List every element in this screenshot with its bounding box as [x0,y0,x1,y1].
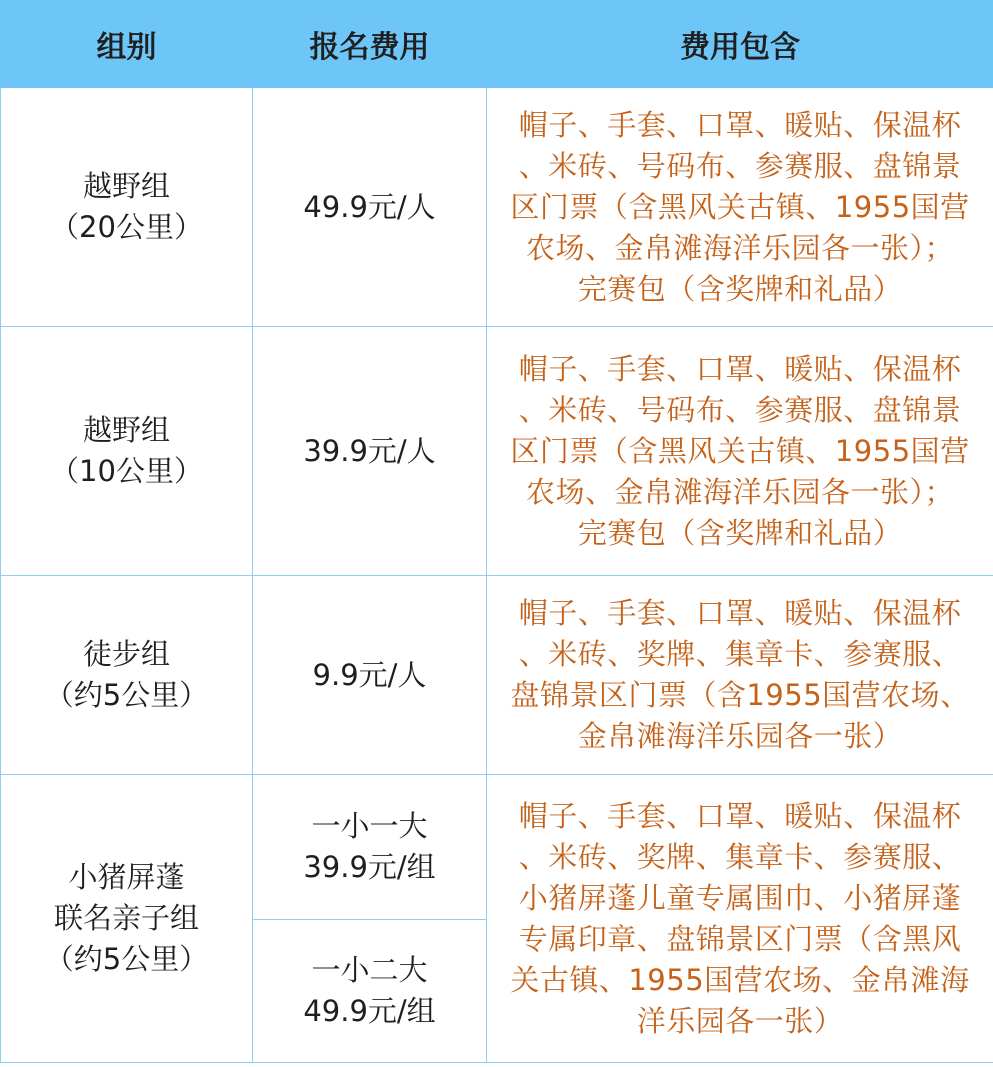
includes-line: 帽子、手套、口罩、暖贴、保温杯 [518,107,962,142]
group-distance: （约5公里） [44,942,209,976]
includes-line: 、米砖、号码布、参赛服、盘锦景 [518,392,962,427]
includes-line: 金帛滩海洋乐园各一张） [577,719,903,753]
includes-line: 小猪屏蓬儿童专属围巾、小猪屏蓬 [518,880,962,915]
includes-line: 帽子、手套、口罩、暖贴、保温杯 [518,798,962,833]
includes-line: 、米砖、号码布、参赛服、盘锦景 [518,148,962,183]
price-cell: 9.9元/人 [253,576,487,775]
includes-line: 关古镇、1955国营农场、金帛滩海 [510,962,970,997]
price-cell: 49.9元/人 [253,88,487,327]
group-cell [1,775,253,1063]
price-cell: 39.9元/人 [253,327,487,576]
includes-line: 专属印章、盘锦景区门票（含黑风 [518,921,962,956]
includes-line: 农场、金帛滩海洋乐园各一张）； [525,474,954,509]
group-cell [1,576,253,775]
header-fee: 报名费用 [253,1,487,88]
table-header-row [1,1,993,88]
includes-line: 完赛包（含奖牌和礼品） [577,271,903,306]
includes-line: 帽子、手套、口罩、暖贴、保温杯 [518,596,962,630]
group-cell [1,327,253,576]
includes-line: 洋乐园各一张） [636,1003,844,1038]
includes-line: 盘锦景区门票（含1955国营农场、 [510,678,970,712]
group-name: 越野组 [82,169,170,203]
includes-line: 区门票（含黑风关古镇、1955国营 [510,433,970,468]
group-distance: （10公里） [50,454,203,488]
includes-line: 帽子、手套、口罩、暖贴、保温杯 [518,351,962,386]
includes-cell [487,576,993,775]
includes-line: 、米砖、奖牌、集章卡、参赛服、 [518,839,962,874]
price-option: 一小一大 [311,809,428,843]
group-distance: （20公里） [50,210,203,244]
price-cell [253,920,487,1063]
includes-cell [487,775,993,1063]
price-option: 一小二大 [311,953,428,987]
price-value: 49.9元/组 [303,994,436,1028]
table-row [1,327,993,576]
group-distance: （约5公里） [44,678,209,712]
price-cell [253,775,487,920]
includes-line: 、米砖、奖牌、集章卡、参赛服、 [518,637,962,671]
header-group: 组别 [1,1,253,88]
group-name: 小猪屏蓬 [68,860,185,894]
includes-line: 完赛包（含奖牌和礼品） [577,515,903,550]
includes-line: 农场、金帛滩海洋乐园各一张）； [525,230,954,265]
table-row [1,775,993,920]
group-name: 徒步组 [82,637,170,671]
price-value: 39.9元/组 [303,850,436,884]
group-name-cont: 联名亲子组 [53,901,199,935]
group-name: 越野组 [82,413,170,447]
table-row [1,576,993,775]
includes-line: 区门票（含黑风关古镇、1955国营 [510,189,970,224]
includes-cell [487,327,993,576]
table-row [1,88,993,327]
group-cell [1,88,253,327]
includes-cell [487,88,993,327]
header-includes: 费用包含 [487,1,993,88]
